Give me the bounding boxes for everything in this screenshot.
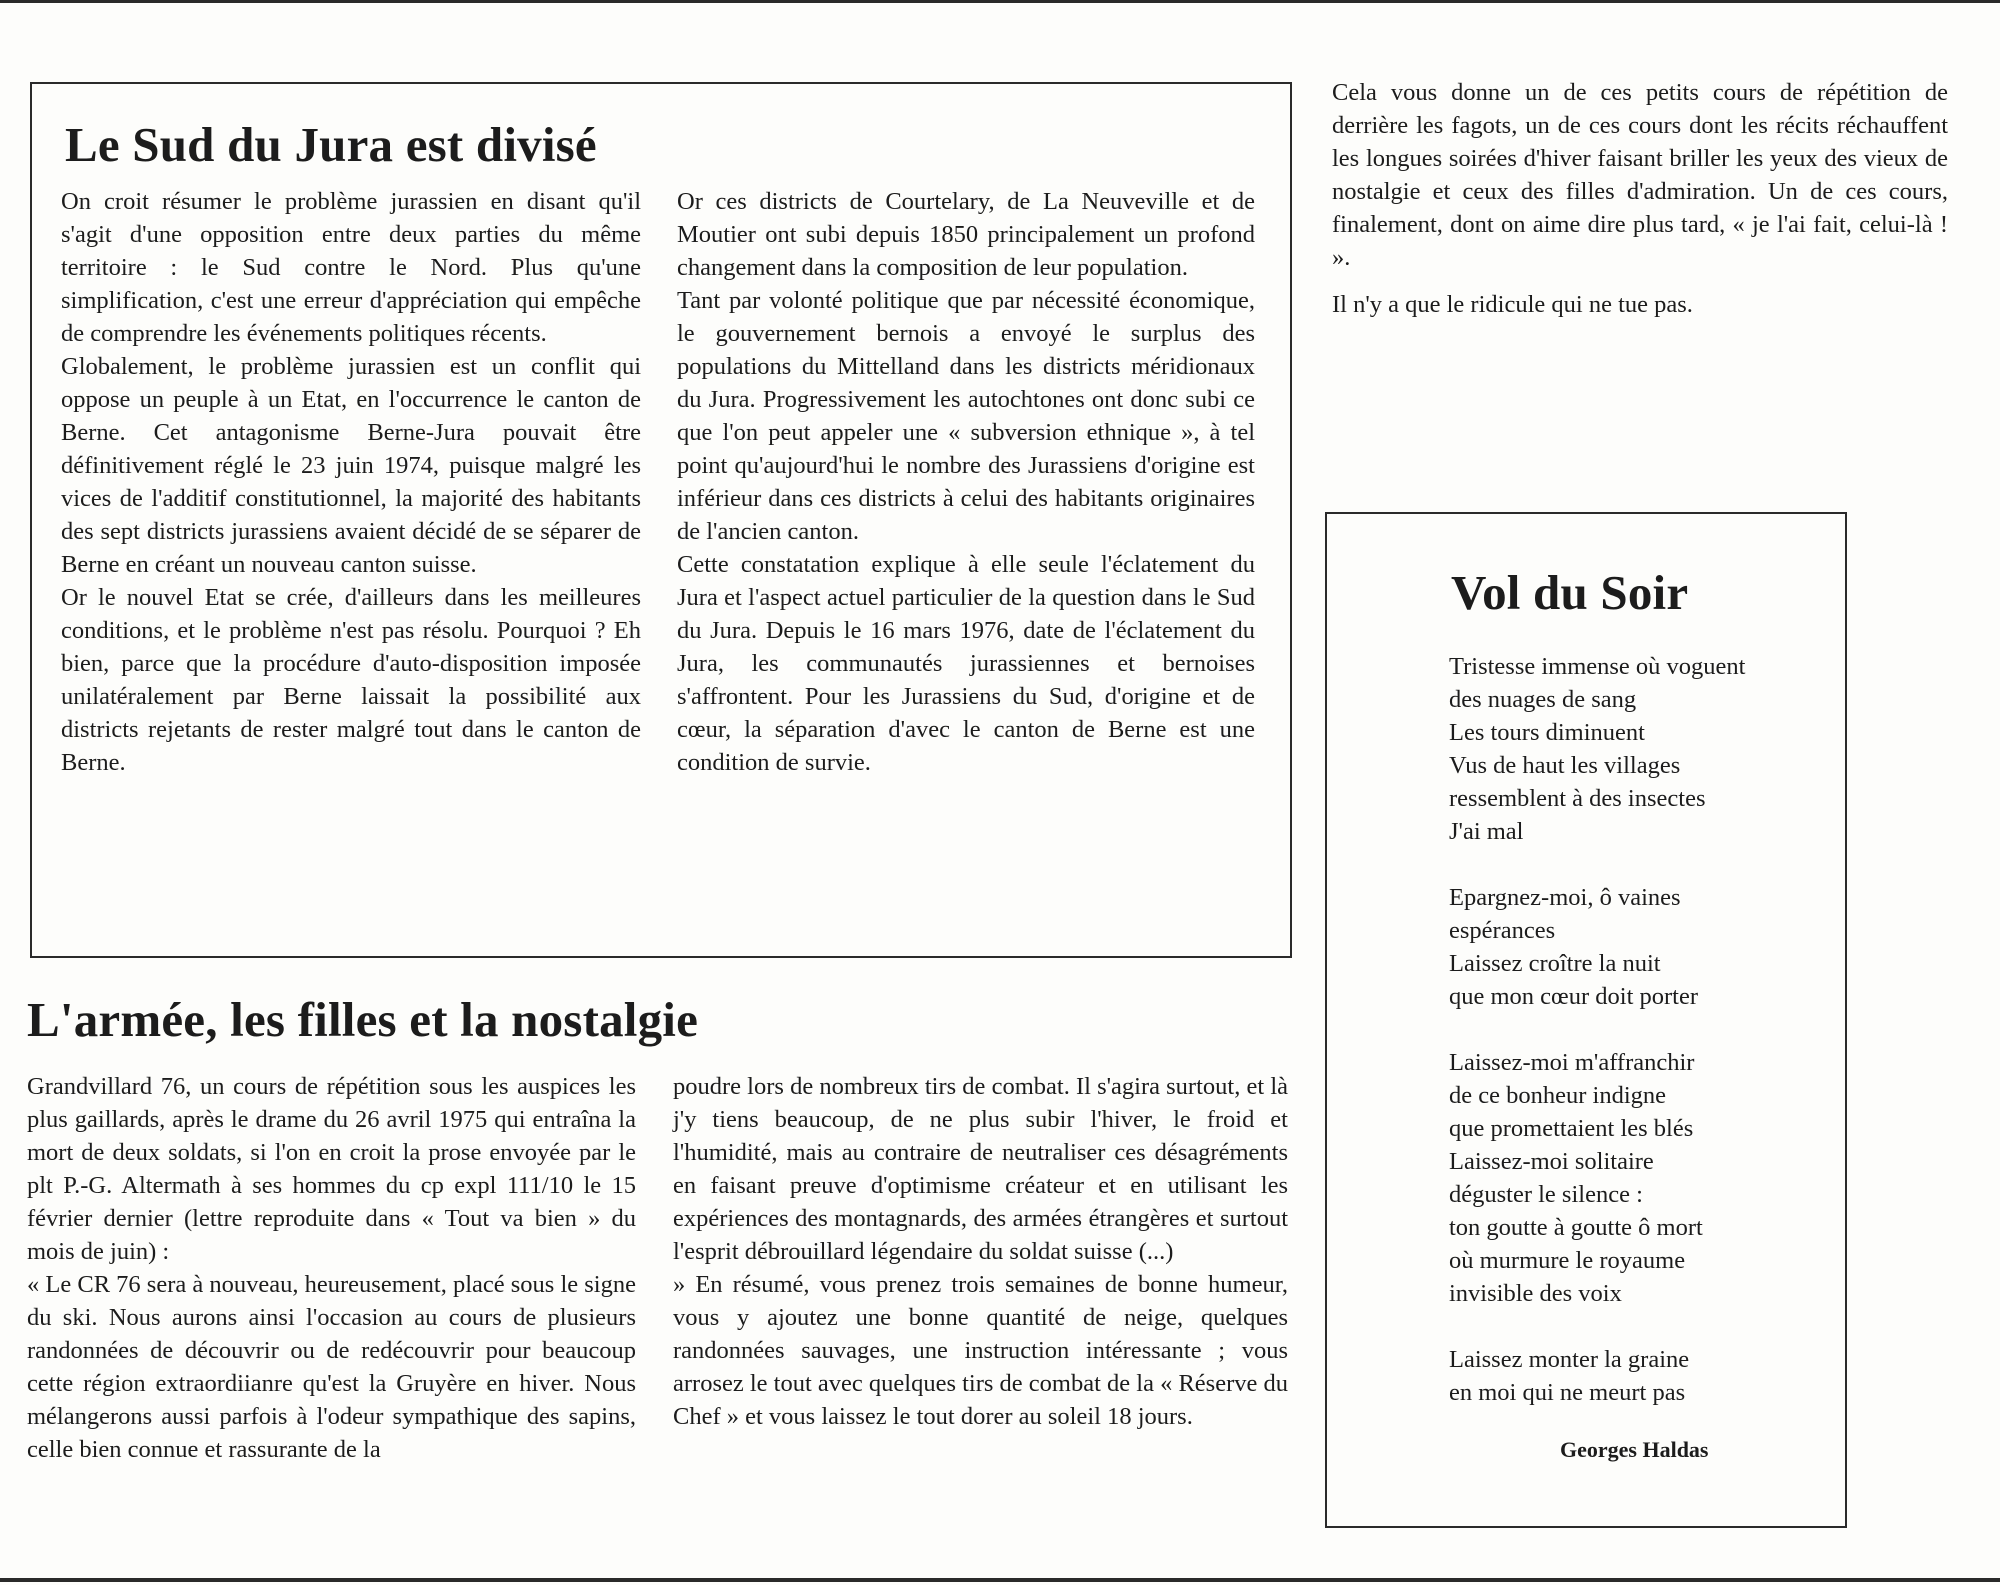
armee-paragraph: « Le CR 76 sera à nouveau, heureusement, placé sous le signe du ski. Nous aurons ainsi l'occasion au cours de plusieurs randonnées de découvrir ou de redécouvrir pour beaucoup cette région extraordiianre qu'est la Gruyère en hiver. Nous mélangerons aussi parfois à l'odeur sympathique des sapins, celle bien connue et rassurante de la bbox=[27, 1271, 636, 1463]
jura-article-title: Le Sud du Jura est divisé bbox=[65, 117, 597, 172]
armee-continuation-column bbox=[1332, 76, 1948, 321]
poem-stanza bbox=[1449, 1046, 1829, 1310]
jura-paragraph: Or ces districts de Courtelary, de La Neuveville et de Moutier ont subi depuis 1850 principalement un profond changement dans la composition de leur population. bbox=[677, 188, 1255, 281]
poem-line: Tristesse immense où voguent bbox=[1449, 653, 1746, 680]
poem-line: déguster le silence : bbox=[1449, 1181, 1643, 1208]
armee-paragraph: Grandvillard 76, un cours de répétition sous les auspices les plus gaillards, après le drame du 26 avril 1975 qui entraîna la mort de deux soldats, si l'on en croit la prose envoyée par le plt P.-G. Altermath à ses hommes du cp expl 111/10 le 15 février dernier (lettre reproduite dans « Tout va bien » du mois de juin) : bbox=[27, 1073, 636, 1265]
poem-body bbox=[1449, 650, 1829, 1442]
jura-paragraph: Cette constatation explique à elle seule l'éclatement du Jura et l'aspect actuel particulier de la question dans le Sud du Jura. Depuis le 16 mars 1976, date de l'éclatement du Jura, les communautés jurassiennes et bernoises s'affrontent. Pour les Jurassiens du Sud, d'origine et de cœur, la séparation d'avec le canton de Berne est une condition de survie. bbox=[677, 551, 1255, 776]
armee-column-left bbox=[27, 1070, 636, 1466]
jura-paragraph: Tant par volonté politique que par nécessité économique, le gouvernement bernois a envoyé le surplus des populations du Mittelland dans les districts méridionaux du Jura. Progressivement les autochtones ont donc subi ce que l'on peut appeler une « subversion ethnique », à tel point qu'aujourd'hui le nombre des Jurassiens d'origine est inférieur dans ces districts à celui des habitants originaires de l'ancien canton. bbox=[677, 287, 1255, 545]
poem-line: Laissez monter la graine bbox=[1449, 1346, 1690, 1373]
jura-paragraph: On croit résumer le problème jurassien en disant qu'il s'agit d'une opposition entre deux parties du même territoire : le Sud contre le Nord. Plus qu'une simplification, c'est une erreur d'appréciation qui empêche de comprendre les événements politiques récents. bbox=[61, 188, 641, 347]
poem-line: de ce bonheur indigne bbox=[1449, 1082, 1667, 1109]
armee-continuation-paragraph: Cela vous donne un de ces petits cours de répétition de derrière les fagots, un de ces cours dont les récits réchauffent les longues soirées d'hiver faisant briller les yeux des vieux de nostalgie et ceux des filles d'admiration. Un de ces cours, finalement, dont on aime dire plus tard, « je l'ai fait, celui-là ! ». bbox=[1332, 79, 1948, 271]
armee-article-title: L'armée, les filles et la nostalgie bbox=[27, 992, 699, 1047]
poem-line: invisible des voix bbox=[1449, 1280, 1622, 1307]
jura-paragraph: Or le nouvel Etat se crée, d'ailleurs dans les meilleures conditions, et le problème n'est pas résolu. Pourquoi ? Eh bien, parce que la procédure d'auto-disposition imposée unilatéralement par Berne laissait la possibilité aux districts rejetants de rester malgré tout dans le canton de Berne. bbox=[61, 584, 641, 776]
poem-line: ressemblent à des insectes bbox=[1449, 785, 1706, 812]
poem-stanza bbox=[1449, 881, 1829, 1013]
poem-line: Laissez-moi m'affranchir bbox=[1449, 1049, 1695, 1076]
poem-line: des nuages de sang bbox=[1449, 686, 1637, 713]
poem-title: Vol du Soir bbox=[1451, 565, 1689, 620]
bottom-rule bbox=[0, 1578, 2000, 1582]
poem-line: que mon cœur doit porter bbox=[1449, 983, 1699, 1010]
armee-column-middle bbox=[673, 1070, 1288, 1433]
jura-paragraph: Globalement, le problème jurassien est un conflit qui oppose un peuple à un Etat, en l'occurrence le canton de Berne. Cet antagonisme Berne-Jura pouvait être définitivement réglé le 23 juin 1974, puisque malgré les vices de l'additif constitutionnel, la majorité des habitants des sept districts jurassiens avaient décidé de se séparer de Berne en créant un nouveau canton suisse. bbox=[61, 353, 641, 578]
jura-column-left bbox=[61, 185, 641, 779]
poem-line: Epargnez-moi, ô vaines bbox=[1449, 884, 1681, 911]
jura-column-right bbox=[677, 185, 1255, 779]
poem-line: Laissez-moi solitaire bbox=[1449, 1148, 1654, 1175]
armee-closing-line: Il n'y a que le ridicule qui ne tue pas. bbox=[1332, 291, 1693, 318]
poem-line: ton goutte à goutte ô mort bbox=[1449, 1214, 1703, 1241]
poem-stanza bbox=[1449, 650, 1829, 848]
armee-paragraph: poudre lors de nombreux tirs de combat. Il s'agira surtout, et là j'y tiens beaucoup, de ne plus subir l'hiver, le froid et l'humidité, mais au contraire de neutraliser ces désagréments en faisant preuve d'optimisme créateur et en utilisant les expériences des montagnards, des armées étrangères et surtout l'esprit débrouillard légendaire du soldat suisse (...) bbox=[673, 1073, 1288, 1265]
poem-line: J'ai mal bbox=[1449, 818, 1524, 845]
top-rule bbox=[0, 0, 2000, 3]
poem-line: que promettaient les blés bbox=[1449, 1115, 1694, 1142]
poem-line: où murmure le royaume bbox=[1449, 1247, 1686, 1274]
poem-line: espérances bbox=[1449, 917, 1556, 944]
poem-line: Laissez croître la nuit bbox=[1449, 950, 1661, 977]
poem-stanza bbox=[1449, 1343, 1829, 1409]
poem-line: en moi qui ne meurt pas bbox=[1449, 1379, 1686, 1406]
armee-paragraph: » En résumé, vous prenez trois semaines de bonne humeur, vous y ajoutez une bonne quantité de neige, quelques randonnées sauvages, une instruction intéressante ; vous arrosez le tout avec quelques tirs de combat de la « Réserve du Chef » et vous laissez le tout dorer au soleil 18 jours. bbox=[673, 1271, 1288, 1430]
poem-line: Les tours diminuent bbox=[1449, 719, 1645, 746]
poem-line: Vus de haut les villages bbox=[1449, 752, 1681, 779]
poem-author: Georges Haldas bbox=[1560, 1437, 1709, 1462]
